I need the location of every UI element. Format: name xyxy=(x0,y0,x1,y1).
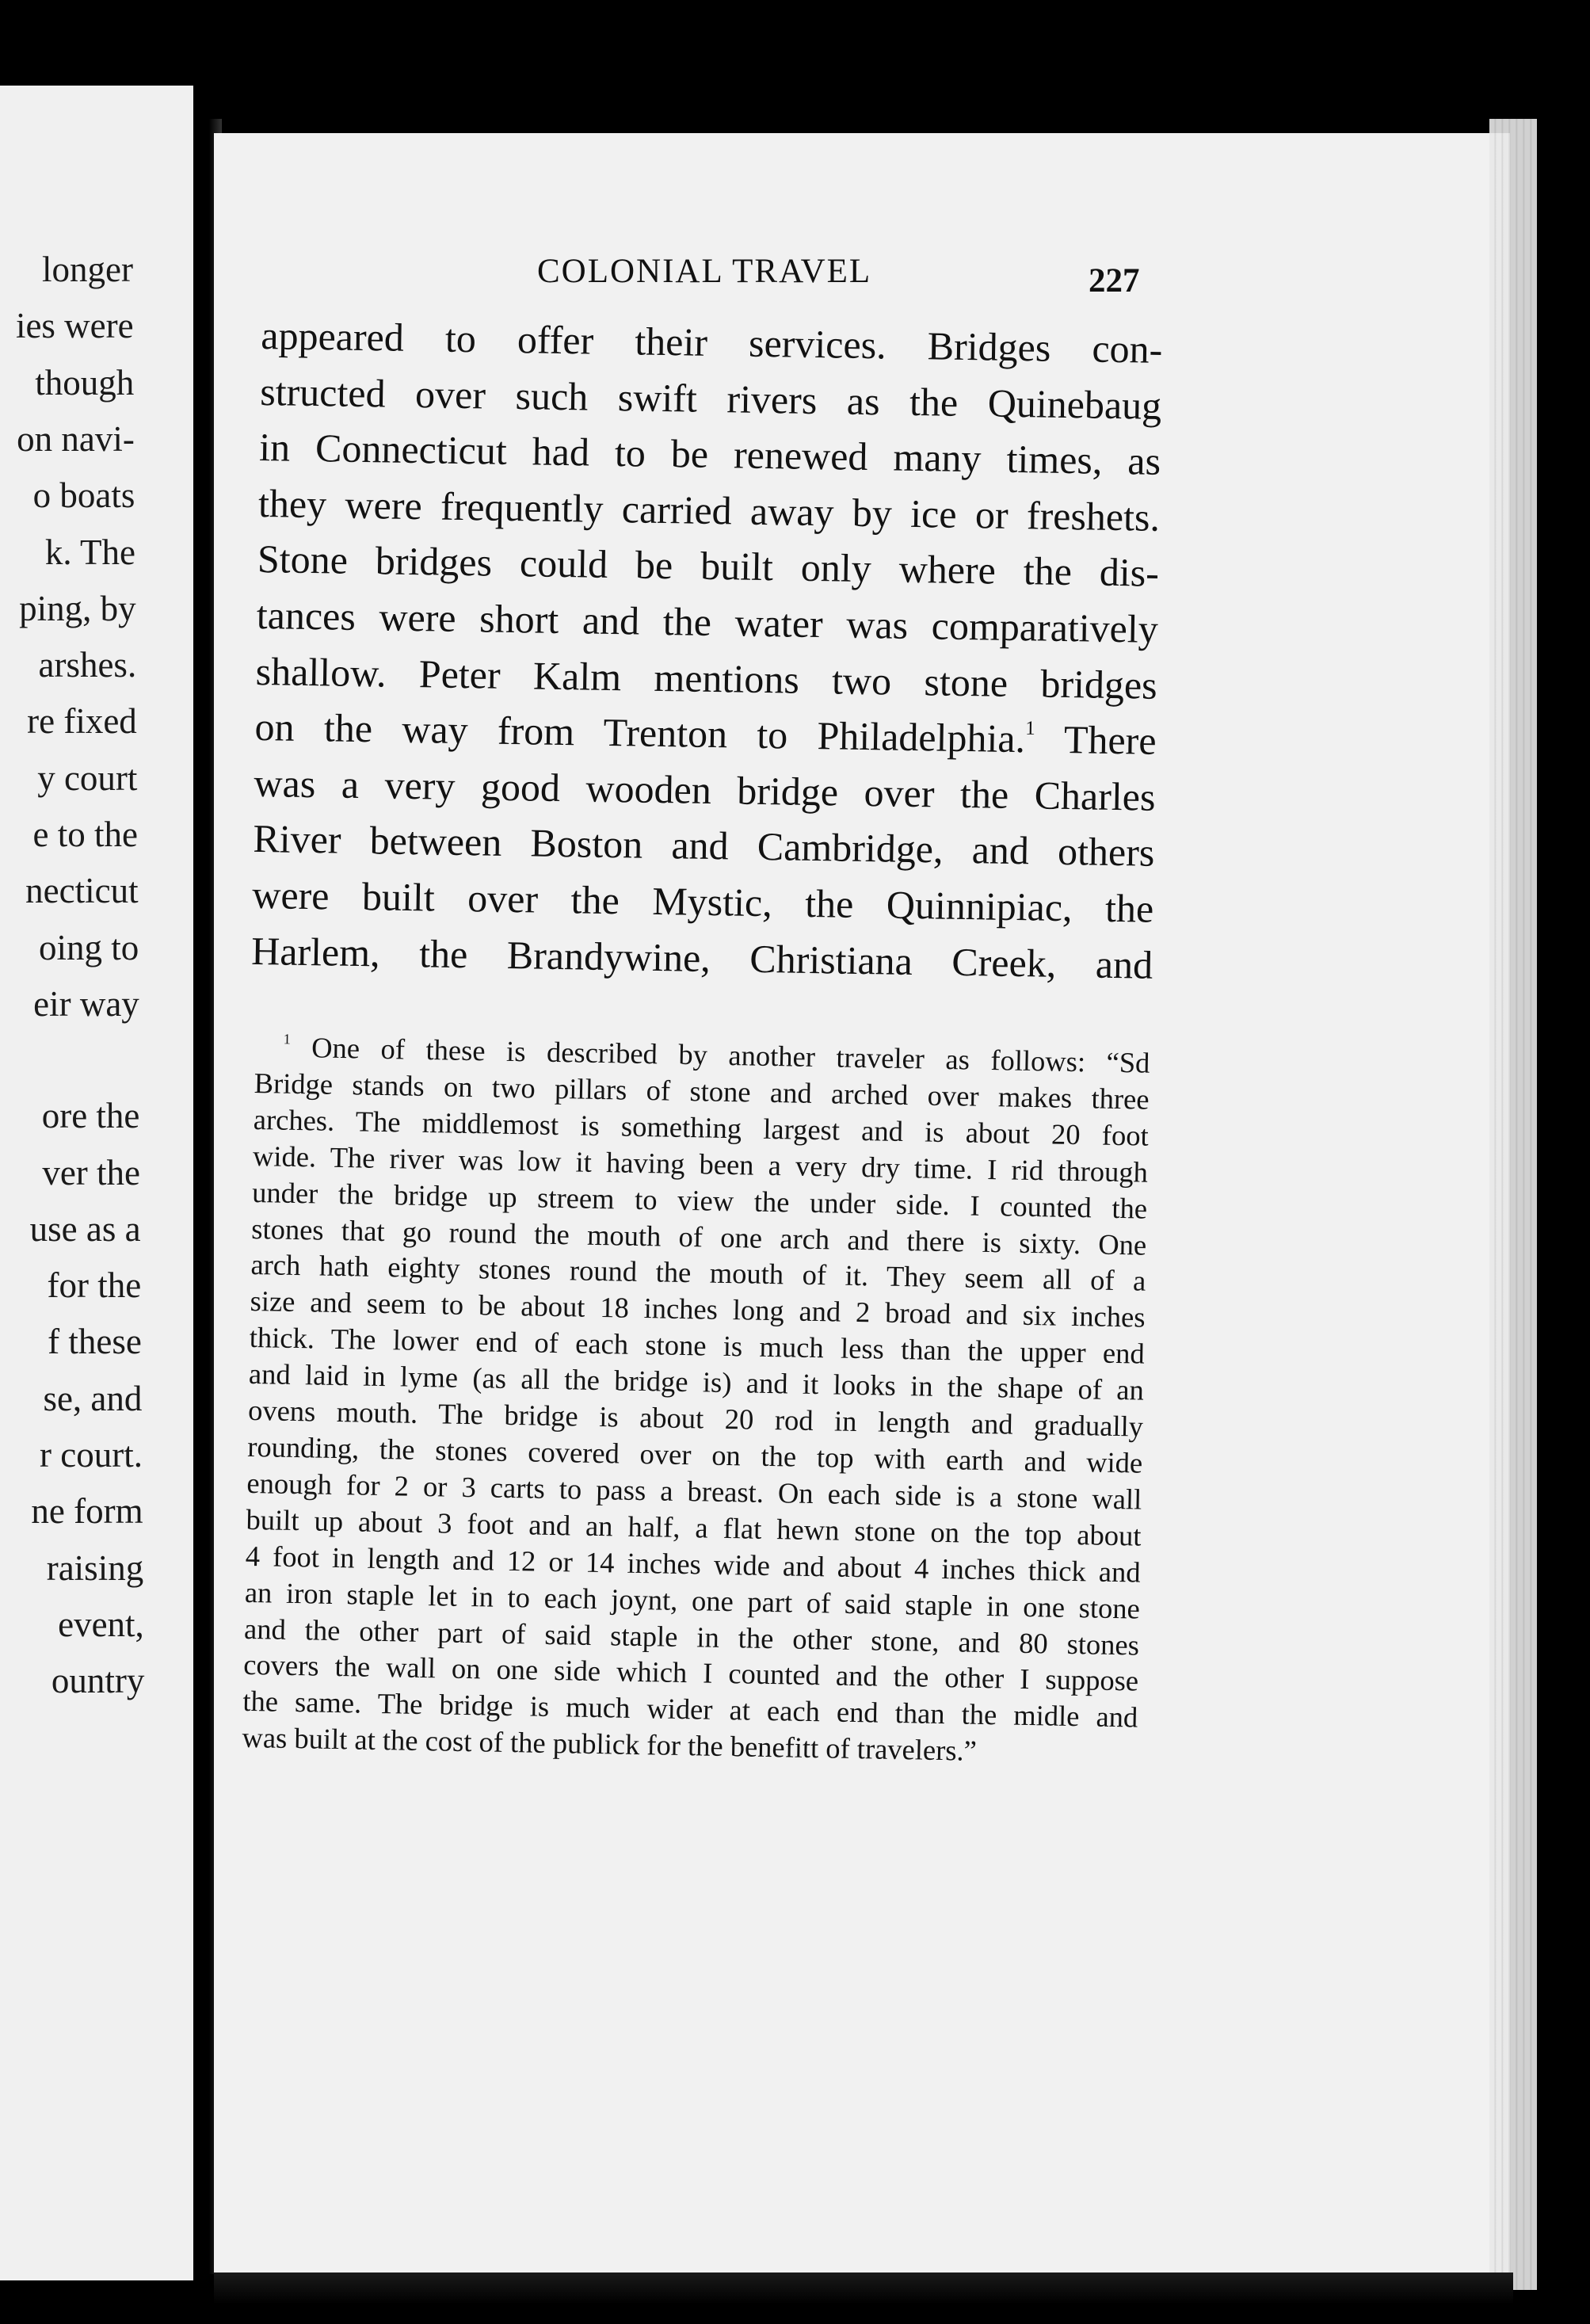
body-line: was a very good wooden bridge over the Charles xyxy=(254,760,1156,819)
body-line: structed over such swift rivers as the Quinebaug xyxy=(259,368,1162,428)
body-line: tances were short and the water was comparatively xyxy=(256,592,1159,651)
left-page-fragment xyxy=(0,86,193,2280)
left-page-line: se, and xyxy=(43,1378,143,1418)
body-text xyxy=(251,307,1163,993)
page-edges xyxy=(1489,119,1537,2290)
left-page-line: r court. xyxy=(40,1435,143,1475)
body-line: they were frequently carried away by ice or freshets. xyxy=(257,480,1161,540)
footnote-line: and laid in lyme (as all the bridge is) and it looks in the shape of an xyxy=(248,1357,1145,1406)
footnote-marker: 1 xyxy=(283,1031,292,1048)
left-page-line: ne form xyxy=(31,1491,143,1532)
footnote-line: ovens mouth. The bridge is about 20 rod in length and gradually xyxy=(247,1393,1144,1443)
left-page-line: eir way xyxy=(33,983,139,1024)
left-page-line: on navi- xyxy=(17,418,135,459)
left-page-line: arshes. xyxy=(38,645,137,685)
footnote-line: under the bridge up streem to view the under side. I counted the xyxy=(251,1175,1148,1225)
footnote-line: Bridge stands on two pillars of stone and arched over makes three xyxy=(254,1066,1150,1116)
footnote-line: built up about 3 foot and an half, a flat hewn stone on the top about xyxy=(246,1502,1142,1552)
footnote-line: enough for 2 or 3 carts to pass a breast. On each side is a stone wall xyxy=(246,1466,1142,1516)
footnote-line-text: One of these is described by another traveler as follows: “Sd xyxy=(311,1031,1150,1079)
footnote-line: was built at the cost of the publick for the benefitt of travelers.” xyxy=(242,1721,978,1768)
body-line: River between Boston and Cambridge, and others xyxy=(253,816,1155,876)
body-line: shallow. Peter Kalm mentions two stone bridges xyxy=(255,648,1158,708)
page-number: 227 xyxy=(1089,262,1140,300)
footnote-line: size and seem to be about 18 inches long and 2 broad and six inches xyxy=(250,1284,1146,1334)
body-line: Harlem, the Brandywine, Christiana Creek, and xyxy=(250,928,1153,987)
left-page-line: f these xyxy=(48,1322,142,1362)
footnote-line: covers the wall on one side which I counted and the other I suppose xyxy=(242,1648,1139,1697)
left-page-line: event, xyxy=(58,1604,144,1644)
left-page-line: y court xyxy=(37,757,138,798)
body-line: in Connecticut had to be renewed many times, as xyxy=(258,425,1161,484)
body-line-text: on the way from Trenton to Philadelphia. xyxy=(254,704,1026,761)
footnote-line: stones that go round the mouth of one arch and there is sixty. One xyxy=(251,1212,1147,1261)
footnote-line: and the other part of said staple in the other stone, and 80 stones xyxy=(243,1612,1140,1662)
left-page-line: for the xyxy=(47,1265,142,1306)
left-page-line: e to the xyxy=(32,815,138,854)
left-page-line: ore the xyxy=(41,1096,140,1136)
page-bottom-shadow xyxy=(214,2272,1513,2304)
left-page-line: o boats xyxy=(32,475,135,516)
footnote-reference: 1 xyxy=(1025,717,1035,740)
running-head: COLONIAL TRAVEL xyxy=(537,253,872,290)
left-page-line: necticut xyxy=(25,871,139,911)
footnote xyxy=(242,1028,1150,1773)
left-page-line: ping, by xyxy=(19,588,136,628)
left-page-line: oing to xyxy=(38,927,139,967)
left-page-line: longer xyxy=(42,250,133,289)
footnote-line: thick. The lower end of each stone is much less than the upper end xyxy=(249,1321,1146,1370)
footnote-line: arches. The middlemost is something largest and is about 20 foot xyxy=(253,1102,1150,1152)
body-line: appeared to offer their services. Bridges con- xyxy=(261,312,1163,372)
body-line-tail: There xyxy=(1035,716,1157,763)
left-page-line: ountry xyxy=(51,1661,145,1701)
left-page-line: re fixed xyxy=(27,701,137,742)
footnote-line: 4 foot in length and 12 or 14 inches wide and about 4 inches thick and xyxy=(245,1539,1141,1589)
footnote-line: wide. The river was low it having been a very dry time. I rid through xyxy=(252,1139,1149,1189)
left-page-line: use as a xyxy=(29,1208,141,1249)
footnote-line: the same. The bridge is much wider at each end than the midle and xyxy=(242,1685,1138,1734)
body-line: Stone bridges could be built only where the dis- xyxy=(257,536,1160,596)
body-line: were built over the Mystic, the Quinnipiac, the xyxy=(251,872,1154,931)
left-page-line: raising xyxy=(46,1547,144,1588)
left-page-line: ies were xyxy=(15,306,134,346)
left-page-line: though xyxy=(35,362,135,403)
footnote-line: arch hath eighty stones round the mouth of it. They seem all of a xyxy=(250,1248,1146,1298)
footnote-line: an iron staple let in to each joynt, one part of said staple in one stone xyxy=(244,1575,1141,1625)
left-page-line: k. The xyxy=(44,532,135,572)
footnote-line: rounding, the stones covered over on the top with earth and wide xyxy=(246,1429,1143,1479)
left-page-line: ver the xyxy=(42,1152,140,1193)
